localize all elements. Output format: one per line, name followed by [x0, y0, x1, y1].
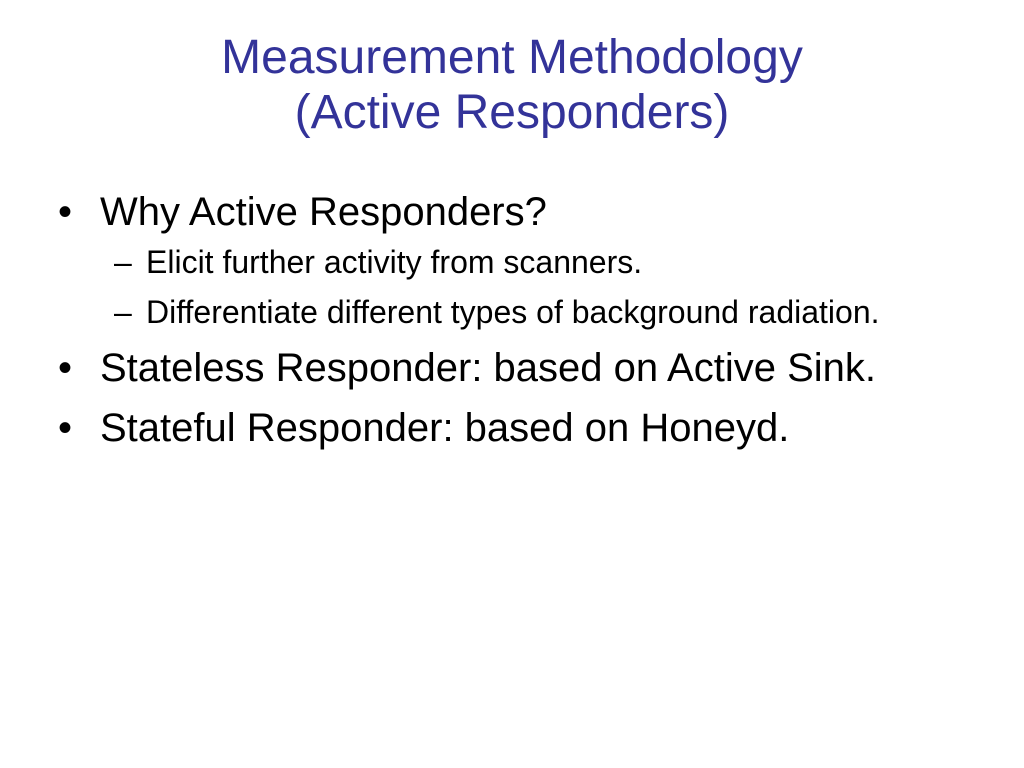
bullet-text: Why Active Responders?	[100, 190, 547, 234]
sub-bullet-marker: –	[114, 294, 132, 330]
bullet-marker: •	[58, 406, 73, 450]
sub-bullet-item	[114, 242, 958, 282]
slide-title-line-2: (Active Responders)	[294, 86, 730, 139]
sub-bullet-text: Differentiate different types of background radiation.	[146, 294, 880, 330]
slide-title	[60, 30, 964, 140]
bullet-marker: •	[58, 346, 73, 390]
bullet-item	[58, 344, 958, 392]
sub-bullet-marker: –	[114, 244, 132, 280]
sub-bullet-text: Elicit further activity from scanners.	[146, 244, 643, 280]
bullet-item	[58, 404, 958, 452]
slide-title-line-1: Measurement Methodology	[221, 31, 803, 84]
bullet-marker: •	[58, 190, 73, 234]
sub-bullet-item	[114, 292, 958, 332]
bullet-text: Stateful Responder: based on Honeyd.	[100, 406, 790, 450]
bullet-item	[58, 188, 958, 236]
slide-body	[58, 188, 958, 452]
bullet-text: Stateless Responder: based on Active Sink.	[100, 346, 877, 390]
